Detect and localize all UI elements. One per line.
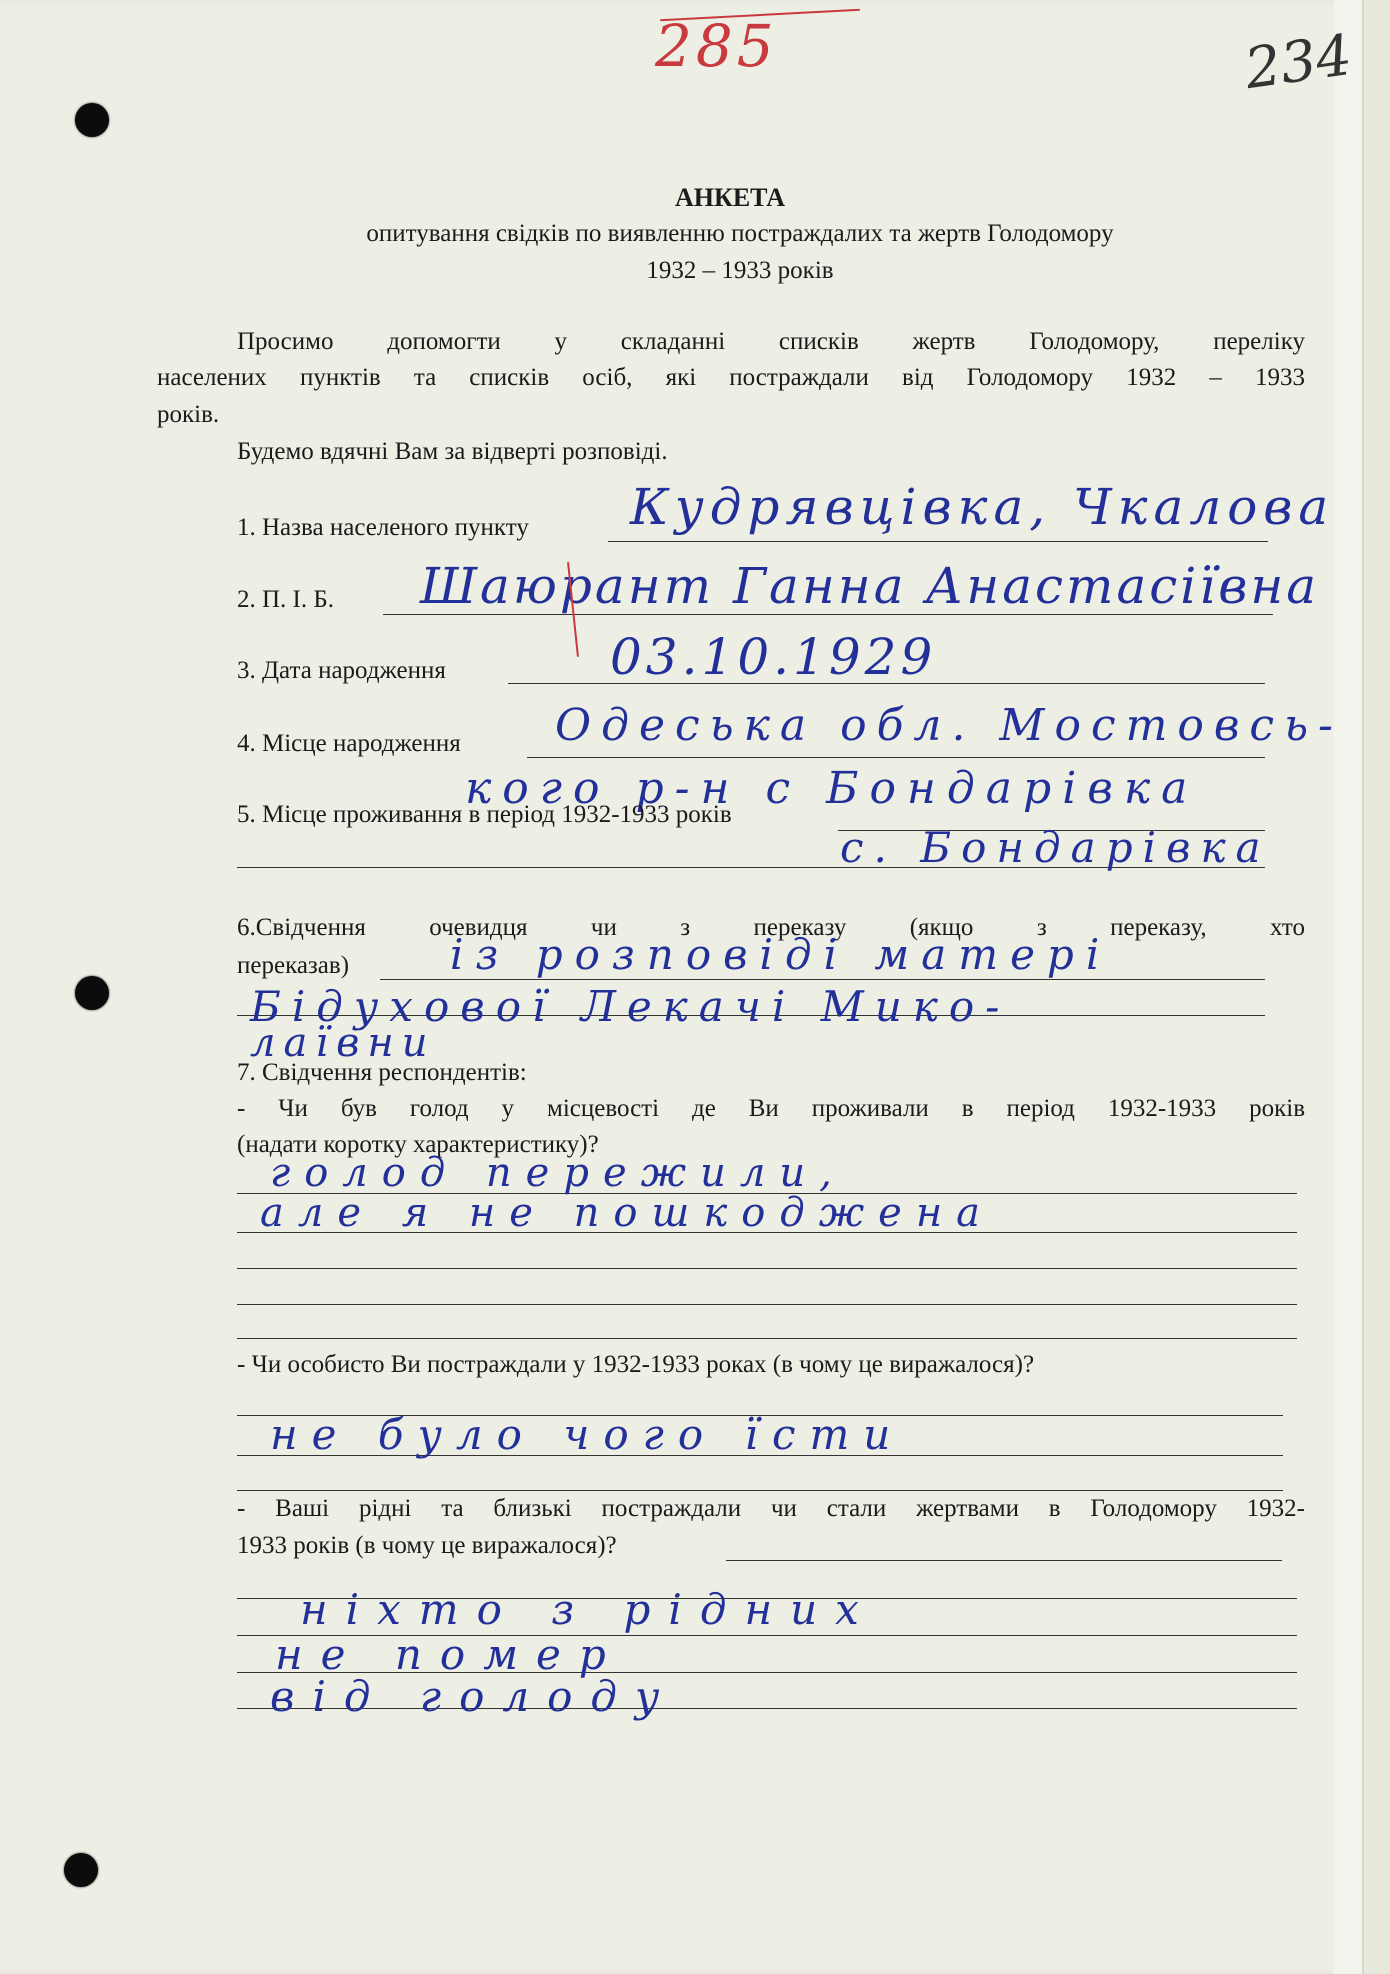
q1-answer: Кудрявцівка, Чкалова (630, 478, 1335, 536)
intro-line-2: населених пунктів та списків осіб, які постраждали від Голодомору 1932 – 1933 (157, 364, 1305, 391)
archive-page-number: 234 (1240, 22, 1356, 103)
intro-line-3: років. (157, 401, 220, 428)
q7c-question-line-1: - Ваші рідні та близькі постраждали чи стали жертвами в Голодомору 1932- (237, 1495, 1305, 1522)
page-edge (1334, 0, 1362, 1974)
q4-line (527, 757, 1265, 758)
q7b-line-3 (237, 1490, 1283, 1491)
q7c-line-1 (726, 1560, 1282, 1561)
q7a-answer-line-1: голод пережили, (270, 1150, 846, 1196)
red-page-number: 285 (655, 12, 778, 80)
q7c-answer-line-2: не помер (275, 1630, 624, 1679)
q4-answer-line-2: кого р-н с Бондарівка (465, 763, 1199, 814)
q6-question-line-1: 6.Свідчення очевидця чи з переказу (якщо з переказу, хто (237, 914, 1305, 941)
q3-label: 3. Дата народження (237, 657, 446, 684)
q6-answer-line-1: із розповіді матері (450, 930, 1112, 979)
q5-answer: с. Бондарівка (840, 823, 1271, 872)
q4-label: 4. Місце народження (237, 730, 461, 757)
q7b-question: - Чи особисто Ви постраждали у 1932-1933 роках (в чому це виражалося)? (237, 1351, 1035, 1378)
form-years: 1932 – 1933 років (646, 257, 834, 284)
punch-hole-middle (75, 976, 109, 1010)
q5-label: 5. Місце проживання в період 1932-1933 років (237, 801, 732, 828)
form-subtitle: опитування свідків по виявленню постраждалих та жертв Голодомору (366, 220, 1114, 247)
q6-answer-line-3: лаївни (250, 1020, 436, 1066)
intro-thanks: Будемо вдячні Вам за відверті розповіді. (237, 438, 668, 465)
q4-answer-line-1: Одеська обл. Мостовсь- (555, 700, 1343, 751)
q7b-answer: не було чого їсти (270, 1410, 905, 1459)
q7c-answer-line-1: ніхто з рідних (300, 1585, 877, 1634)
q1-line (608, 541, 1268, 542)
q7a-line-3 (237, 1268, 1297, 1269)
punch-hole-bottom (64, 1853, 98, 1887)
q1-label: 1. Назва населеного пункту (237, 514, 529, 541)
q7a-line-4 (237, 1304, 1297, 1305)
q6-line-1 (380, 979, 1265, 980)
q3-answer: 03.10.1929 (610, 628, 937, 686)
q7a-question-line-2: (надати коротку характеристику)? (237, 1131, 599, 1158)
q6-question-line-2: переказав) (237, 952, 350, 979)
punch-hole-top (75, 103, 109, 137)
q2-label: 2. П. І. Б. (237, 586, 334, 613)
q7a-question-line-1: - Чи був голод у місцевості де Ви проживали в період 1932-1933 років (237, 1095, 1305, 1122)
q6-answer-line-2: Бідухової Лекачі Мико- (250, 982, 1011, 1031)
q7-label: 7. Свідчення респондентів: (237, 1059, 527, 1086)
q2-answer: Шаюрант Ганна Анастасіївна (420, 557, 1320, 615)
q7c-question-line-2: 1933 років (в чому це виражалося)? (237, 1532, 617, 1559)
q7c-answer-line-3: від голоду (270, 1672, 678, 1721)
q7a-answer-line-2: але я не пошкоджена (260, 1190, 995, 1236)
form-title: АНКЕТА (674, 183, 786, 212)
q7a-line-5 (237, 1338, 1297, 1339)
intro-line-1: Просимо допомогти у складанні списків жертв Голодомору, переліку (237, 328, 1305, 355)
